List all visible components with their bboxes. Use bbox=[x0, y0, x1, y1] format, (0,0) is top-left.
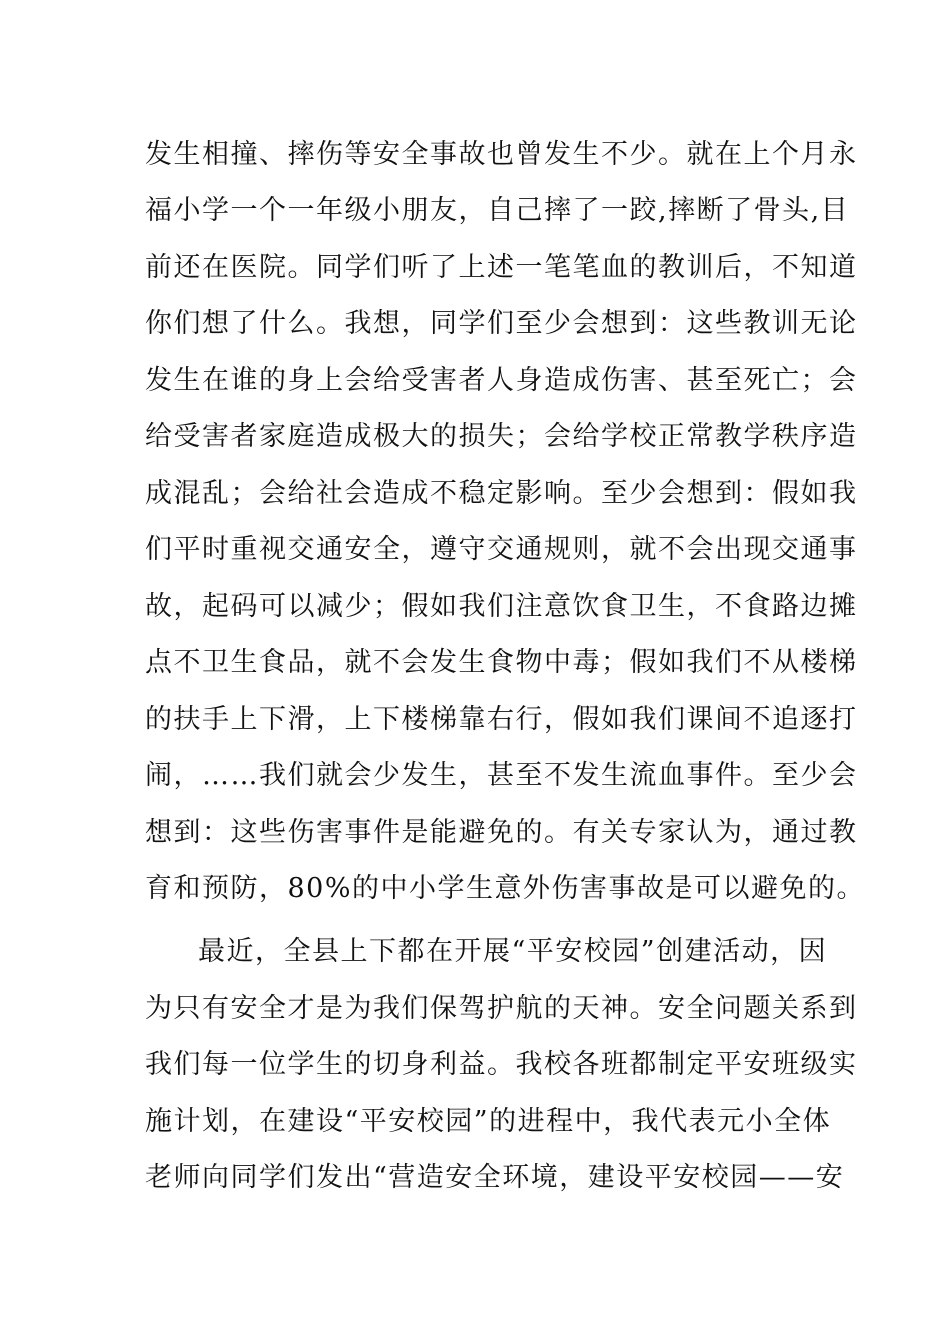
text-line: 们平时重视交通安全，遵守交通规则，就不会出现交通事 bbox=[145, 534, 858, 565]
text-line: 福小学一个一年级小朋友，自己摔了一跤,摔断了骨头,目 bbox=[145, 195, 850, 226]
text-line: 发生在谁的身上会给受害者人身造成伤害、甚至死亡；会 bbox=[145, 365, 858, 396]
text-line: 闹，……我们就会少发生，甚至不发生流血事件。至少会 bbox=[145, 760, 858, 791]
text-line: 最近，全县上下都在开展“平安校园”创建活动，因 bbox=[198, 936, 828, 967]
text-line: 育和预防，80%的中小学生意外伤害事故是可以避免的。 bbox=[145, 873, 866, 904]
text-line: 前还在医院。同学们听了上述一笔笔血的教训后，不知道 bbox=[145, 252, 858, 283]
text-line: 施计划，在建设“平安校园”的进程中，我代表元小全体 bbox=[145, 1106, 832, 1137]
text-line: 老师向同学们发出“营造安全环境，建设平安校园——安 bbox=[145, 1162, 845, 1193]
text-line: 为只有安全才是为我们保驾护航的天神。安全问题关系到 bbox=[145, 993, 858, 1024]
text-line: 点不卫生食品，就不会发生食物中毒；假如我们不从楼梯 bbox=[145, 647, 858, 678]
text-line: 你们想了什么。我想，同学们至少会想到：这些教训无论 bbox=[145, 308, 858, 339]
text-line: 想到：这些伤害事件是能避免的。有关专家认为，通过教 bbox=[145, 817, 858, 848]
text-line: 我们每一位学生的切身利益。我校各班都制定平安班级实 bbox=[145, 1049, 858, 1080]
text-line: 给受害者家庭造成极大的损失；会给学校正常教学秩序造 bbox=[145, 421, 858, 452]
text-line: 成混乱；会给社会造成不稳定影响。至少会想到：假如我 bbox=[145, 478, 858, 509]
text-line: 发生相撞、摔伤等安全事故也曾发生不少。就在上个月永 bbox=[145, 139, 858, 170]
text-line: 故，起码可以减少；假如我们注意饮食卫生，不食路边摊 bbox=[145, 591, 858, 622]
text-line: 的扶手上下滑，上下楼梯靠右行，假如我们课间不追逐打 bbox=[145, 704, 858, 735]
